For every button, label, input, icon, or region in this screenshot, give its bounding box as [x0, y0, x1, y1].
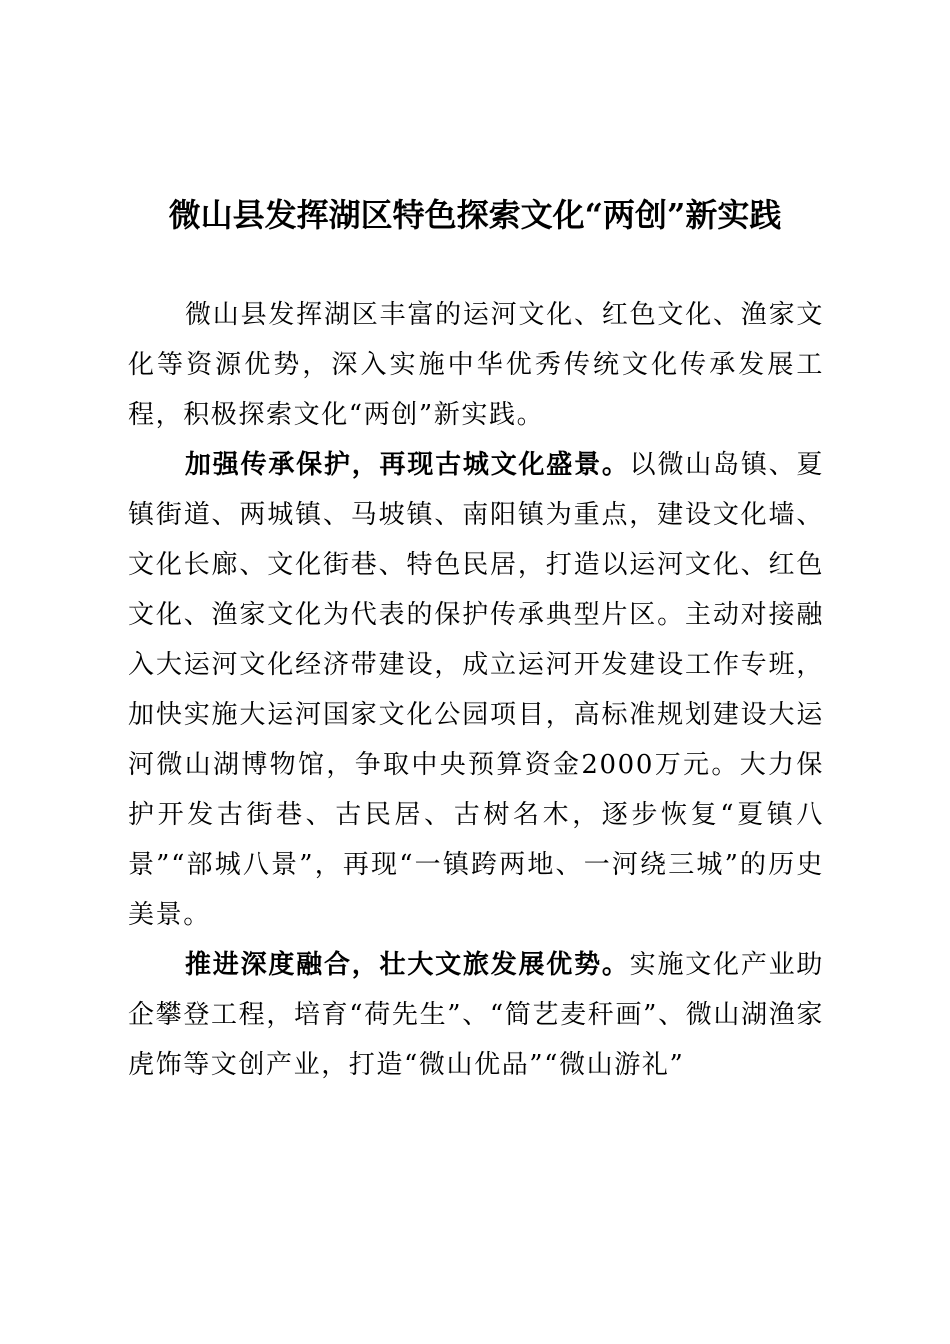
paragraph-protection	[128, 440, 824, 940]
paragraph-lead: 推进深度融合，壮大文旅发展优势。	[185, 950, 630, 980]
paragraph-lead: 加强传承保护，再现古城文化盛景。	[185, 450, 630, 480]
paragraph-intro	[128, 290, 824, 440]
paragraph-text: 实施文化产业助企攀登工程，培育“荷先生”、“简艺麦秆画”、微山湖渔家虎饰等文创产业，打造“微山优品”“微山游礼”	[128, 950, 824, 1080]
paragraph-text: 微山县发挥湖区丰富的运河文化、红色文化、渔家文化等资源优势，深入实施中华优秀传统文化传承发展工程，积极探索文化“两创”新实践。	[128, 300, 824, 430]
document-title: 微山县发挥湖区特色探索文化“两创”新实践	[168, 196, 782, 234]
document-body	[128, 290, 824, 1090]
paragraph-text: 以微山岛镇、夏镇街道、两城镇、马坡镇、南阳镇为重点，建设文化墙、文化长廊、文化街巷、特色民居，打造以运河文化、红色文化、渔家文化为代表的保护传承典型片区。主动对接融入大运河文化经济带建设，成立运河开发建设工作专班，加快实施大运河国家文化公园项目，高标准规划建设大运河微山湖博物馆，争取中央预算资金2000万元。大力保护开发古街巷、古民居、古树名木，逐步恢复“夏镇八景”“部城八景”，再现“一镇跨两地、一河绕三城”的历史美景。	[128, 450, 824, 930]
paragraph-integration	[128, 940, 824, 1090]
